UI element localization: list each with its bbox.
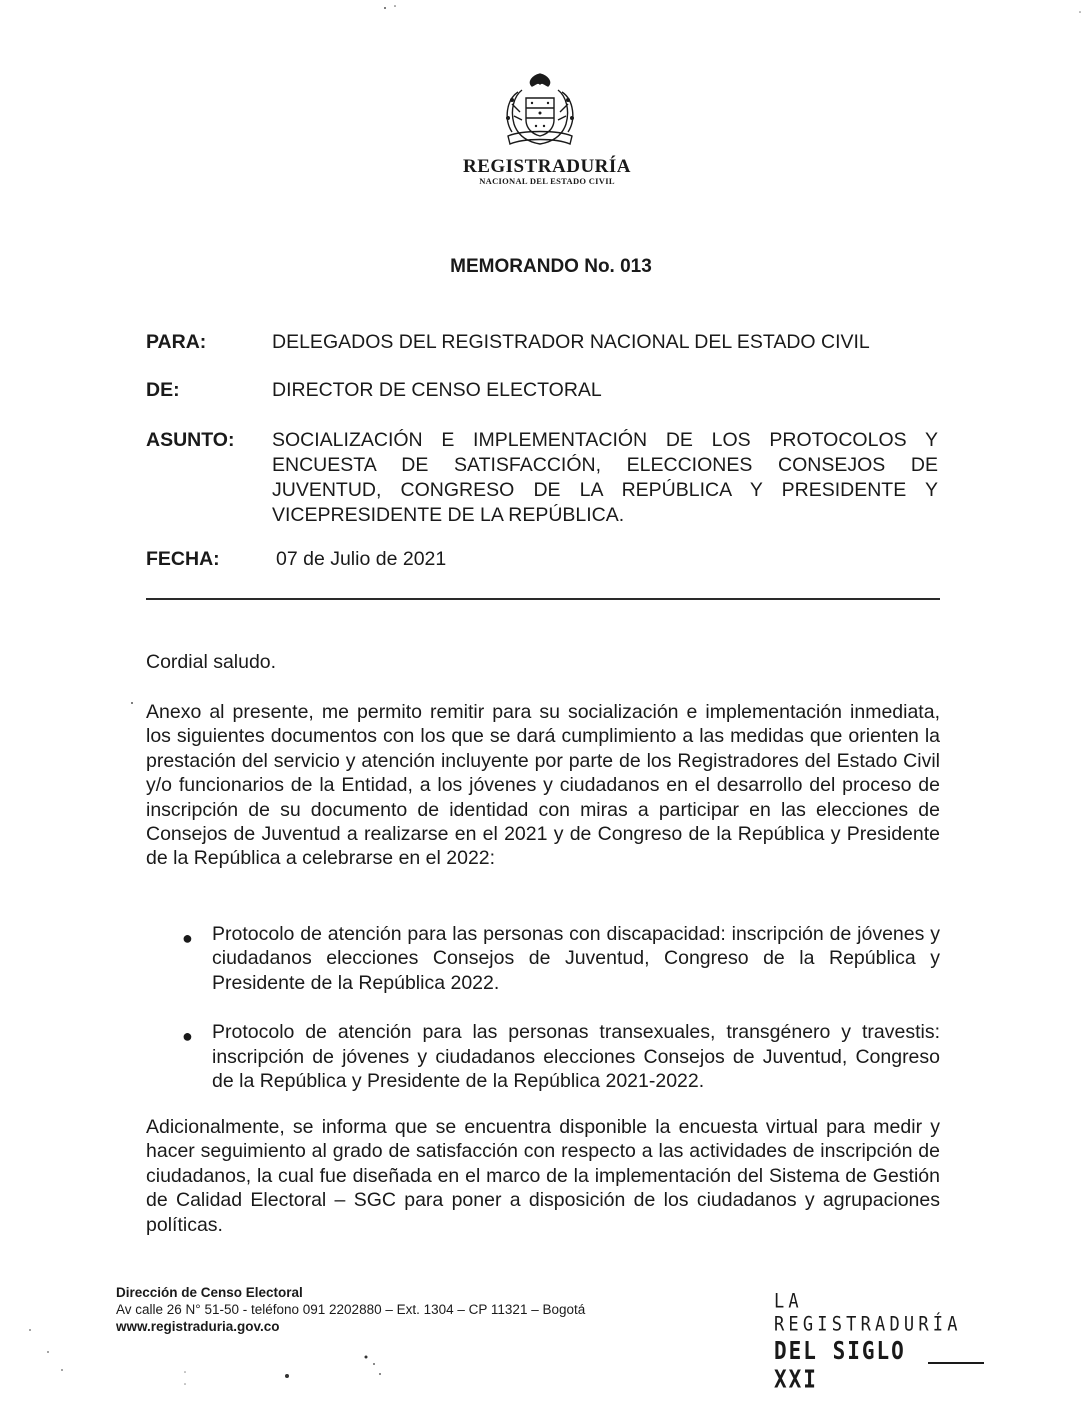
list-item	[146, 922, 940, 995]
field-de-value: DIRECTOR DE CENSO ELECTORAL	[272, 379, 602, 401]
slogan-underline	[928, 1362, 984, 1364]
document-list	[146, 922, 940, 1093]
list-item-text: Protocolo de atención para las personas transexuales, transgénero y travestis: inscripción de jóvenes y ciudadanos elecciones Consejos de Juventud, Congreso de la República y Presidente de la República 2021-2022.	[212, 1021, 940, 1093]
footer-contact	[116, 1284, 716, 1335]
field-fecha-label: FECHA:	[146, 548, 220, 570]
institution-logo	[440, 70, 640, 186]
header-divider	[146, 598, 940, 600]
bullet-icon: ●	[182, 928, 193, 948]
field-fecha-value: 07 de Julio de 2021	[276, 548, 447, 570]
memo-title: MEMORANDO No. 013	[450, 256, 652, 277]
greeting: Cordial saludo.	[146, 651, 277, 673]
slogan-line2: DEL SIGLO XXI	[774, 1336, 906, 1394]
coat-of-arms-icon	[492, 70, 588, 154]
intro-paragraph: Anexo al presente, me permito remitir para su socialización e implementación inmediata, los siguientes documentos con los que se dará cumplimiento a las medidas que orienten la prestación del servicio y atención incluyente por parte de los Registradores del Estado Civil y/o funcionarios de la Entidad, a los jóvenes y ciudadanos en el desarrollo del proceso de inscripción de su documento de identidad con miras a participar en las elecciones de Consejos de Juventud a realizarse en el 2021 y de Congreso de la República y Presidente de la República a celebrarse en el 2022:	[146, 701, 940, 870]
field-de-label: DE:	[146, 379, 180, 401]
field-para-label: PARA:	[146, 331, 207, 353]
field-asunto-label: ASUNTO:	[146, 429, 235, 451]
field-asunto-value: SOCIALIZACIÓN E IMPLEMENTACIÓN DE LOS PROTOCOLOS Y ENCUESTA DE SATISFACCIÓN, ELECCIONES CONSEJOS DE JUVENTUD, CONGRESO DE LA REPÚBLICA Y PRESIDENTE Y VICEPRESIDENTE DE LA REPÚBLICA.	[272, 429, 938, 526]
footer-title: Dirección de Censo Electoral	[116, 1285, 303, 1300]
slogan	[774, 1290, 984, 1394]
closing-paragraph: Adicionalmente, se informa que se encuentra disponible la encuesta virtual para medir y hacer seguimiento al grado de satisfacción con respecto a las actividades de inscripción de ciudadanos, la cual fue diseñada en el marco de la implementación del Sistema de Gestión de Calidad Electoral – SGC para poner a disposición de los ciudadanos y agrupaciones políticas.	[146, 1116, 940, 1236]
bullet-icon: ●	[182, 1026, 193, 1047]
field-para-value: DELEGADOS DEL REGISTRADOR NACIONAL DEL ESTADO CIVIL	[272, 331, 870, 353]
list-item-text: Protocolo de atención para las personas con discapacidad: inscripción de jóvenes y ciudadanos elecciones Consejos de Juventud, Congreso de la República y Presidente de la República 2022.	[212, 923, 940, 994]
footer-website-link[interactable]: www.registraduria.gov.co	[116, 1319, 280, 1334]
list-item	[146, 1020, 940, 1093]
org-name: REGISTRADURÍA	[462, 156, 632, 177]
org-subtitle: NACIONAL DEL ESTADO CIVIL	[479, 176, 615, 186]
slogan-line1: LA REGISTRADURÍA	[774, 1290, 962, 1336]
footer-address: Av calle 26 N° 51-50 - teléfono 091 2202880 – Ext. 1304 – CP 11321 – Bogotá	[116, 1302, 586, 1317]
